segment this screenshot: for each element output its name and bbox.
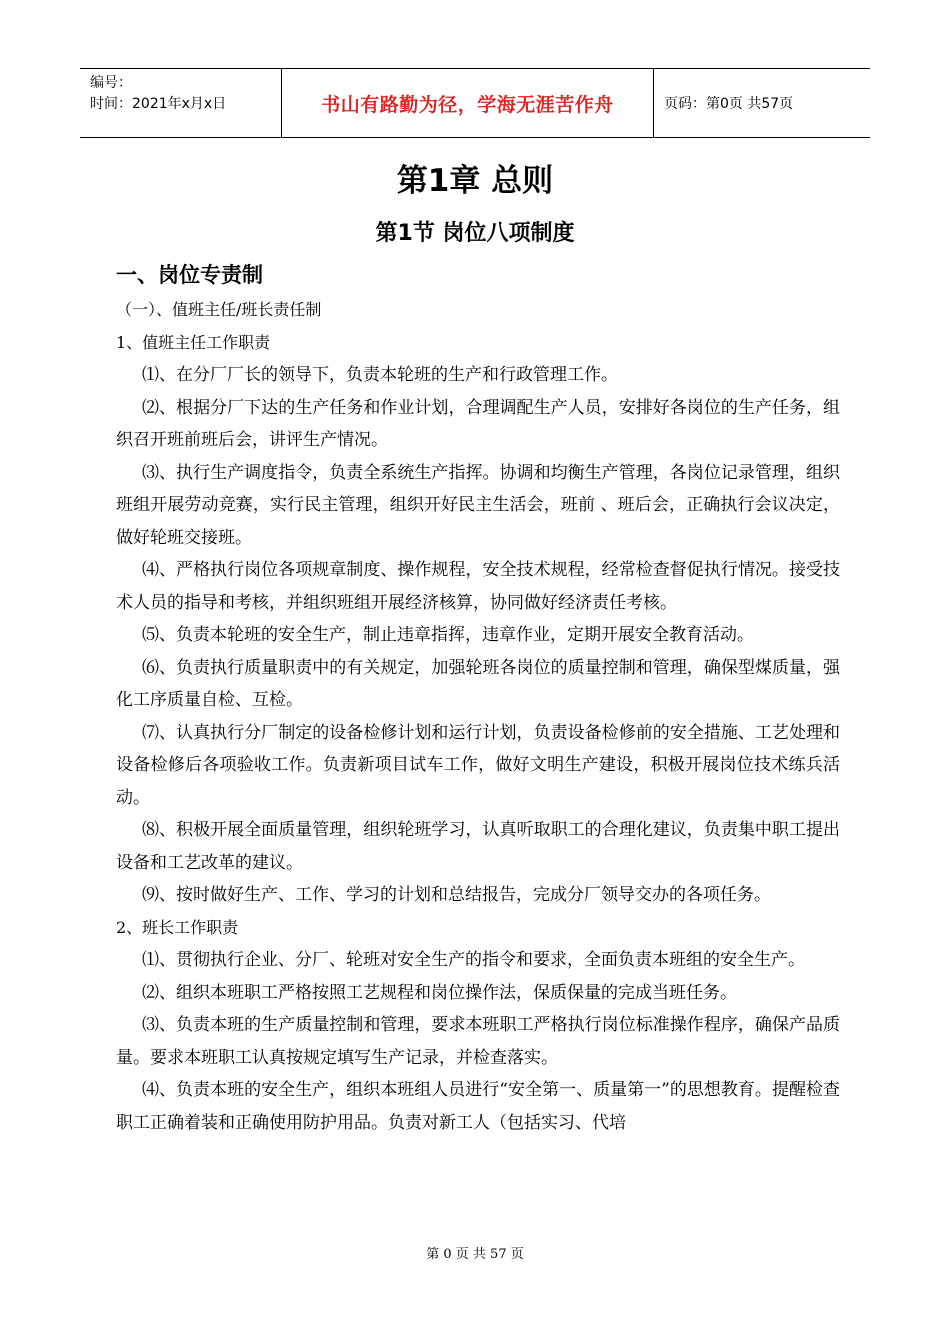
paragraph: ⑺、认真执行分厂制定的设备检修计划和运行计划，负责设备检修前的安全措施、工艺处理和设备检修后各项验收工作。负责新项目试车工作，做好文明生产建设，积极开展岗位技术练兵活动。 [116, 722, 840, 808]
paragraph: ⑶、执行生产调度指令，负责全系统生产指挥。协调和均衡生产管理，各岗位记录管理，组织班组开展劳动竞赛，实行民主管理，组织开好民主生活会，班前 、班后会，正确执行会议决定，做好轮班交接班。 [116, 462, 840, 548]
paragraph: ⑵、根据分厂下达的生产任务和作业计划，合理调配生产人员，安排好各岗位的生产任务，组织召开班前班后会，讲评生产情况。 [116, 397, 840, 450]
paragraph: ⑻、积极开展全面质量管理，组织轮班学习，认真听取职工的合理化建议，负责集中职工提出设备和工艺改革的建议。 [116, 820, 840, 873]
header-motto-cell [282, 69, 654, 137]
paragraph: ⑴、贯彻执行企业、分厂、轮班对安全生产的指令和要求，全面负责本班组的安全生产。 [142, 950, 805, 970]
document-body [116, 294, 840, 1139]
header-page-info: 页码：第0页 共57页 [664, 96, 794, 112]
motto-text: 书山有路勤为径，学海无涯苦作舟 [321, 93, 614, 116]
paragraph: 1、值班主任工作职责 [116, 332, 271, 352]
paragraph: ⑼、按时做好生产、工作、学习的计划和总结报告，完成分厂领导交办的各项任务。 [142, 885, 771, 905]
header-left-cell [80, 69, 282, 137]
header-table [80, 68, 870, 138]
chapter-title: 第1章 总则 [396, 163, 554, 199]
paragraph: ⑸、负责本轮班的安全生产，制止违章指挥，违章作业，定期开展安全教育活动。 [142, 625, 754, 645]
heading-level-1: 一、岗位专责制 [116, 263, 263, 287]
paragraph: ⑵、组织本班职工严格按照工艺规程和岗位操作法，保质保量的完成当班任务。 [142, 982, 737, 1003]
section-title: 第1节 岗位八项制度 [375, 221, 575, 246]
paragraph: ⑴、在分厂厂长的领导下，负责本轮班的生产和行政管理工作。 [142, 365, 618, 385]
paragraph: ⑷、严格执行岗位各项规章制度、操作规程，安全技术规程，经常检查督促执行情况。接受技术人员的指导和考核，并组织班组开展经济核算，协同做好经济责任考核。 [116, 560, 840, 613]
paragraph: ⑶、负责本班的生产质量控制和管理，要求本班职工严格执行岗位标准操作程序，确保产品质量。要求本班职工认真按规定填写生产记录，并检查落实。 [116, 1015, 840, 1068]
paragraph: （一）、值班主任/班长责任制 [116, 300, 322, 319]
page-footer: 第 0 页 共 57 页 [426, 1247, 524, 1262]
paragraph: ⑷、负责本班的安全生产，组织本班组人员进行“安全第一、质量第一”的思想教育。提醒检查职工正确着装和正确使用防护用品。负责对新工人（包括实习、代培 [116, 1080, 840, 1133]
date-label: 时间：2021年x月x日 [90, 96, 227, 112]
number-label: 编号： [90, 75, 132, 91]
paragraph: 2、班长工作职责 [116, 917, 239, 937]
paragraph: ⑹、负责执行质量职责中的有关规定，加强轮班各岗位的质量控制和管理，确保型煤质量，强化工序质量自检、互检。 [116, 657, 840, 710]
